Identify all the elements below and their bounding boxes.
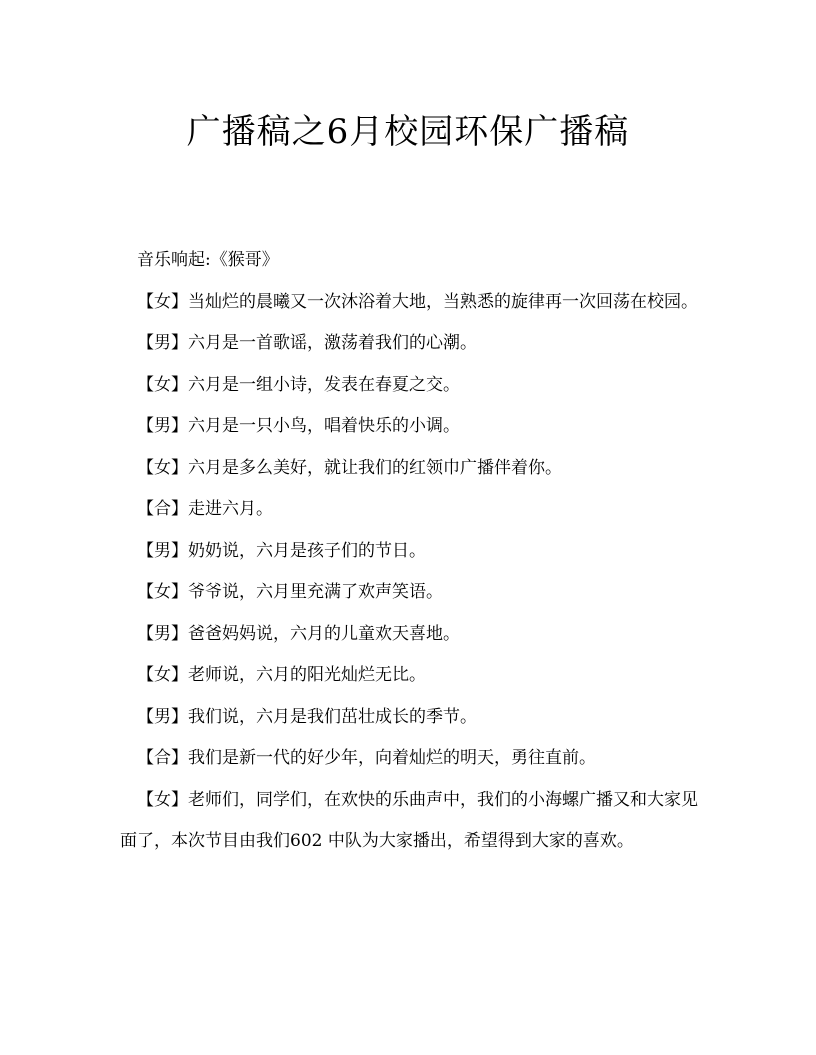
paragraph-line: 【合】走进六月。 — [137, 499, 273, 519]
paragraph-line: 【男】六月是一只小鸟，唱着快乐的小调。 — [137, 416, 460, 436]
paragraph-line: 【男】奶奶说，六月是孩子们的节日。 — [137, 540, 426, 561]
paragraph-line: 【女】六月是多么美好，就让我们的红领巾广播伴着你。 — [137, 457, 562, 478]
paragraph-line: 【合】我们是新一代的好少年，向着灿烂的明天，勇往直前。 — [137, 748, 596, 768]
paragraph-line: 【女】爷爷说，六月里充满了欢声笑语。 — [137, 582, 443, 602]
paragraph-line: 【男】我们说，六月是我们茁壮成长的季节。 — [137, 706, 477, 727]
document-body — [120, 240, 700, 863]
document-title: 广播稿之6月校园环保广播稿 — [186, 112, 630, 152]
paragraph-line: 【男】爸爸妈妈说，六月的儿童欢天喜地。 — [137, 623, 460, 644]
paragraph-music-cue: 音乐响起:《猴哥》 — [137, 250, 279, 270]
paragraph-line: 【女】六月是一组小诗，发表在春夏之交。 — [137, 374, 460, 395]
paragraph-line: 【女】老师们，同学们，在欢快的乐曲声中，我们的小海螺广播又和大家见面了，本次节目由我们602 中队为大家播出，希望得到大家的喜欢。 — [120, 789, 698, 851]
paragraph-line: 【男】六月是一首歌谣，激荡着我们的心潮。 — [137, 333, 477, 353]
paragraph-line: 【女】老师说，六月的阳光灿烂无比。 — [137, 665, 426, 685]
paragraph-line: 【女】当灿烂的晨曦又一次沐浴着大地，当熟悉的旋律再一次回荡在校园。 — [137, 291, 698, 312]
